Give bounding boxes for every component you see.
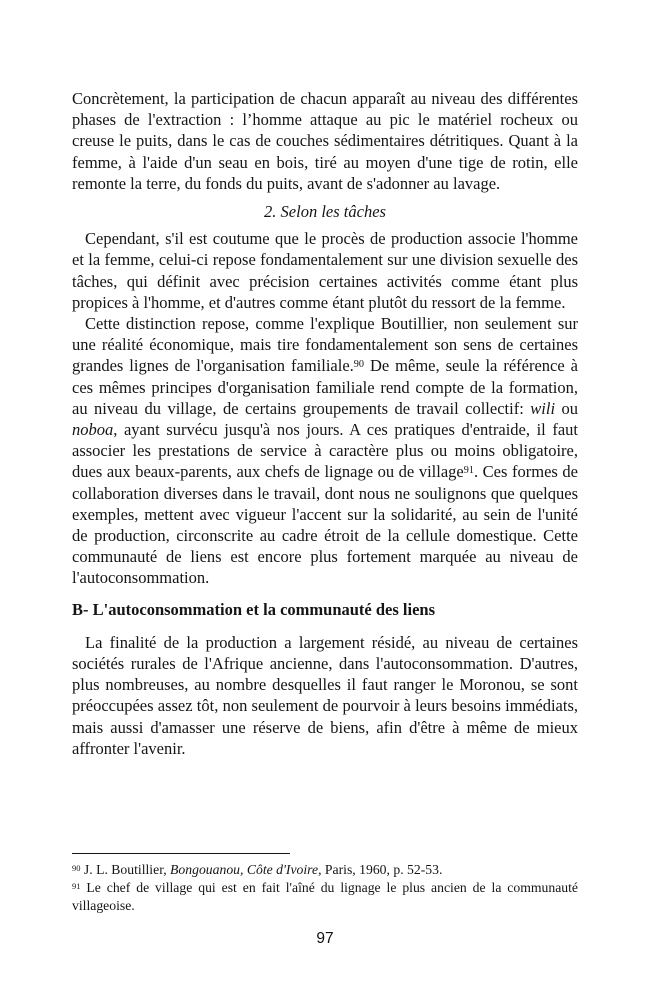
footnotes-block — [72, 853, 578, 915]
paragraph-finalite-production: La finalité de la production a largement résidé, au niveau de certaines sociétés rurales de l'Afrique ancienne, dans l'autoconsommation. D'autres, plus nombreuses, au nombre desquelles il faut ranger le Moronou, se sont préoccupées assez tôt, non seulement de pourvoir à leurs besoins immédiats, mais aussi d'amasser une réserve de biens, afin d'être à même de mieux affronter l'avenir. — [72, 632, 578, 758]
paragraph-distinction-boutillier: Cette distinction repose, comme l'explique Boutillier, non seulement sur une réalité économique, mais tire fondamentalement son sens de certaines grandes lignes de l'organisation familiale.$^{90}$ De même, seule la référence à ces mêmes principes d'organisation familiale rend compte de la formation, au niveau du village, de certains groupements de travail collectif: wili ou noboa, ayant survécu jusqu'à nos jours. A ces pratiques d'entraide, il faut associer les prestations de service à caractère plus ou moins obligatoire, dues aux beaux-parents, aux chefs de lignage ou de village$^{91}$. Ces formes de collaboration diverses dans le travail, dont nous ne soulignons que quelques exemples, mettent avec vigueur l'accent sur la solidarité, au sein de l'unité de production, circonscrite au cadre étroit de la cellule domestique. Cette communauté de liens est encore plus fortement marquée au niveau de l'autoconsommation. — [72, 314, 579, 588]
footnote-90-text: J. L. Boutillier, Bongouanou, Côte d'Ivoire, Paris, 1960, p. 52-53. — [83, 862, 443, 878]
footnote-90-number: 90 — [72, 862, 81, 873]
page-number: 97 — [316, 930, 334, 947]
paragraph-extraction: Concrètement, la participation de chacun apparaît au niveau des différentes phases de l'extraction : l’homme attaque au pic le matériel rocheux ou creuse le puits, dans le cas de couches sédimentaires détritiques. Quant à la femme, à l'aide d'un seau en bois, tiré au moyen d'une tige de rotin, elle remonte la terre, du fonds du puits, avant de s'adonner au lavage. — [72, 89, 578, 193]
footnote-91-number: 91 — [72, 880, 81, 891]
footnote-90 — [72, 861, 578, 879]
section-heading-autoconsommation: B- L'autoconsommation et la communauté des liens — [72, 599, 435, 619]
footnote-91 — [72, 879, 578, 915]
section-heading-selon-les-taches: 2. Selon les tâches — [264, 202, 386, 222]
paragraph-division-sexuelle: Cependant, s'il est coutume que le procès de production associe l'homme et la femme, celui-ci repose fondamentalement sur une division sexuelle des tâches, qui définit avec précision certaines activités comme étant plus propices à l'homme, et d'autres comme étant plutôt du ressort de la femme. — [72, 229, 578, 312]
body-text-block — [72, 88, 578, 759]
footnote-91-text: Le chef de village qui est en fait l'aîné du lignage le plus ancien de la communauté villageoise. — [72, 880, 579, 914]
footnote-separator-rule — [72, 853, 290, 854]
